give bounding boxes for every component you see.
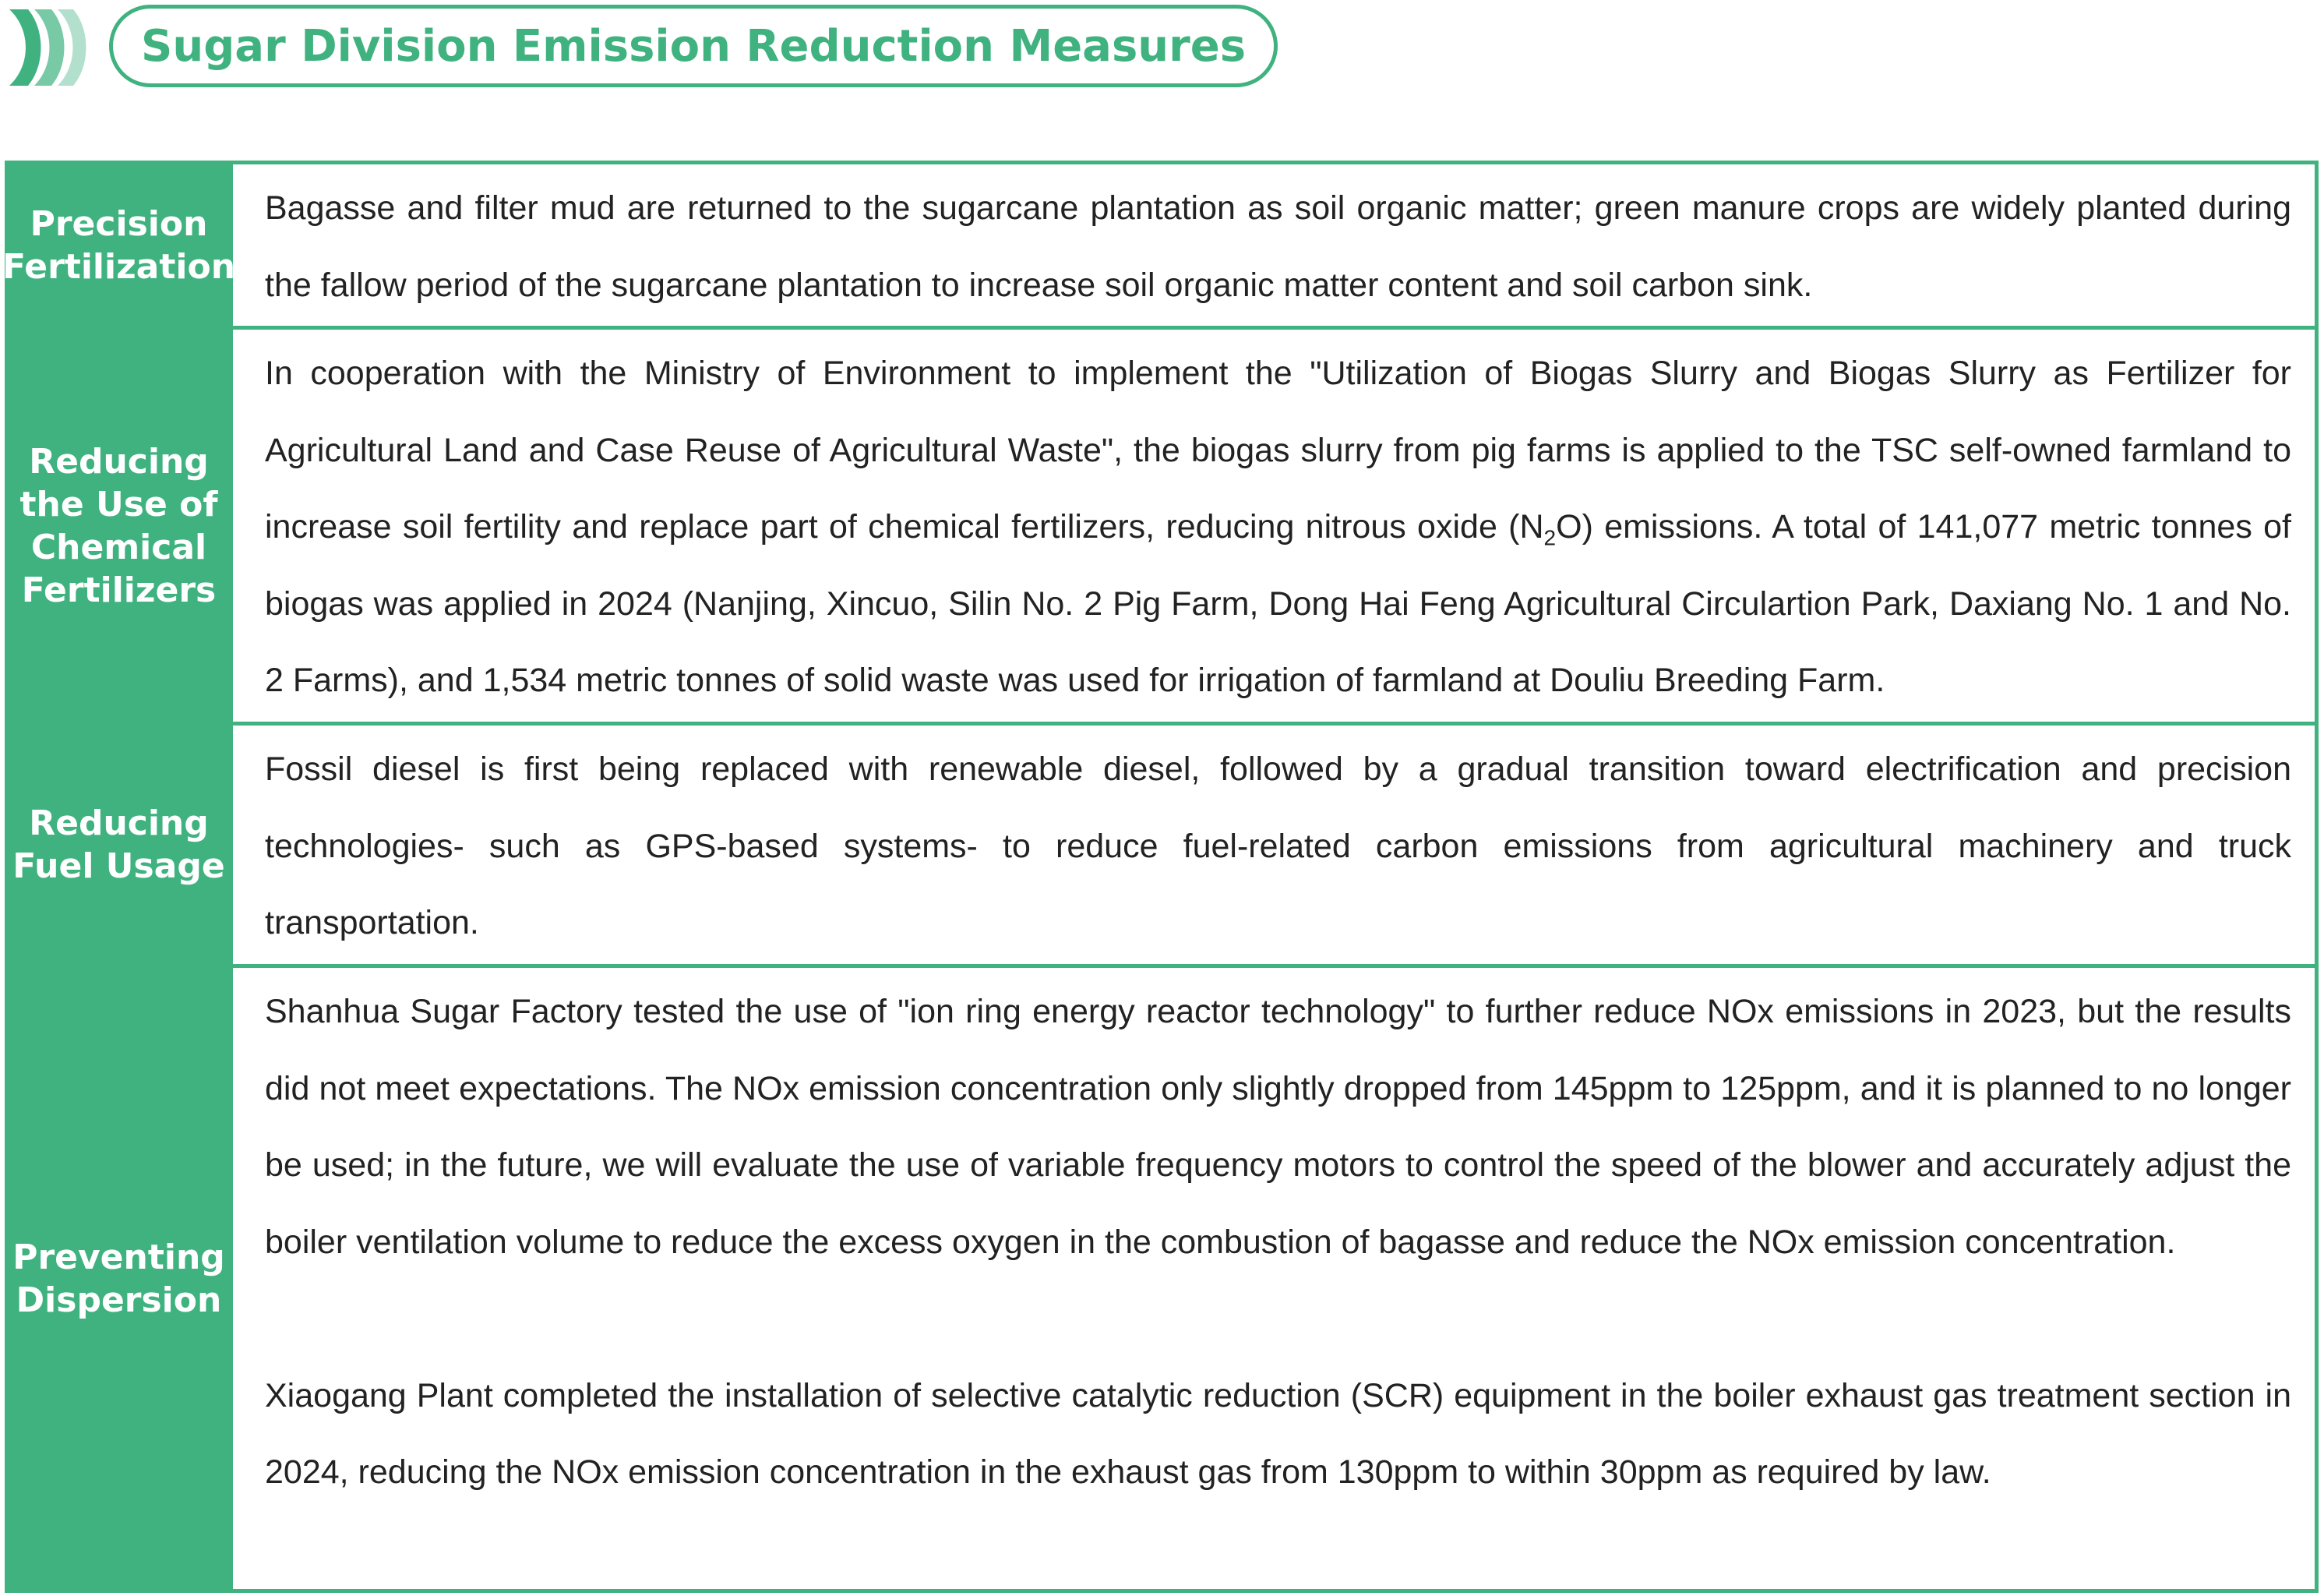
row-label: [5, 726, 237, 964]
table-row-reducing-chemical-fertilizers: [5, 330, 2315, 726]
table-row-preventing-dispersion: [5, 968, 2315, 1593]
chevron-arrows-icon: [5, 6, 94, 89]
row-label-line: Fertilization: [2, 246, 236, 287]
row-label-line: Reducing: [29, 803, 209, 843]
table-row-precision-fertilization: [2, 164, 2315, 330]
description-paragraph: Fossil diesel is first being replaced with renewable diesel, followed by a gradual transition toward electrification and precision technologies- such as GPS-based systems- to reduce fuel-related carbon emissions from agricultural machinery and truck transportation.: [265, 750, 2291, 941]
row-label-line: Preventing: [12, 1237, 225, 1277]
paragraph-spacer: [265, 1280, 2291, 1358]
page-title: Sugar Division Emission Reduction Measures: [109, 5, 1278, 87]
paragraph-text: In cooperation with the Ministry of Environment to implement the "Utilization of Biogas Slurry and Biogas Slurry as Fertilizer for Agricultural Land and Case Reuse of Agricultural Waste", the biogas slurry from pig farms is applied to the TSC self-owned farmland to increase soil fertility and replace part of chemical fertilizers, reducing nitrous oxide (N: [265, 355, 2291, 546]
table-row-reducing-fuel-usage: [5, 726, 2315, 968]
row-label-line: Precision: [30, 203, 208, 244]
row-label-line: Fuel Usage: [12, 846, 225, 886]
description-paragraph: [265, 335, 2291, 719]
description-paragraph: Shanhua Sugar Factory tested the use of "ion ring energy reactor technology" to further reduce NOx emissions in 2023, but the results did not meet expectations. The NOx emission concentration only slightly dropped from 145ppm to 125ppm, and it is planned to no longer be used; in the future, we will evaluate the use of variable frequency motors to control the speed of the blower and accurately adjust the boiler ventilation volume to reduce the excess oxygen in the combustion of bagasse and reduce the NOx emission concentration.: [265, 993, 2291, 1261]
row-label-line: Chemical: [30, 527, 207, 567]
measures-table: [2, 161, 2319, 1593]
page-header: [0, 0, 2324, 101]
row-label-line: Dispersion: [16, 1280, 222, 1320]
row-description: [237, 330, 2315, 722]
row-description: [237, 726, 2315, 964]
row-label: [5, 968, 237, 1589]
row-description: [237, 968, 2315, 1589]
subscript: 2: [1543, 525, 1557, 550]
description-paragraph: Xiaogang Plant completed the installation of selective catalytic reduction (SCR) equipment in the boiler exhaust gas treatment section in 2024, reducing the NOx emission concentration in the exhaust gas from 130ppm to within 30ppm as required by law.: [265, 1376, 2291, 1491]
description-paragraph: Bagasse and filter mud are returned to the sugarcane plantation as soil organic matter; green manure crops are widely planted during the fallow period of the sugarcane plantation to increase soil organic matter content and soil carbon sink.: [265, 189, 2291, 304]
paragraph-text: O) emissions. A total of 141,077 metric tonnes of biogas was applied in 2024 (Nanjing, Xincuo, Silin No. 2 Pig Farm, Dong Hai Feng Agricultural Circulartion Park, Daxiang No. 1 and No. 2 Farms), and 1,534 metric tonnes of solid waste was used for irrigation of farmland at Douliu Breeding Farm.: [265, 508, 2292, 699]
row-label-line: Reducing: [29, 441, 209, 482]
row-description: [237, 164, 2315, 326]
row-label-line: the Use of: [19, 484, 218, 524]
row-label: [5, 330, 237, 722]
row-label-line: Fertilizers: [21, 570, 217, 610]
row-label: [2, 164, 237, 326]
